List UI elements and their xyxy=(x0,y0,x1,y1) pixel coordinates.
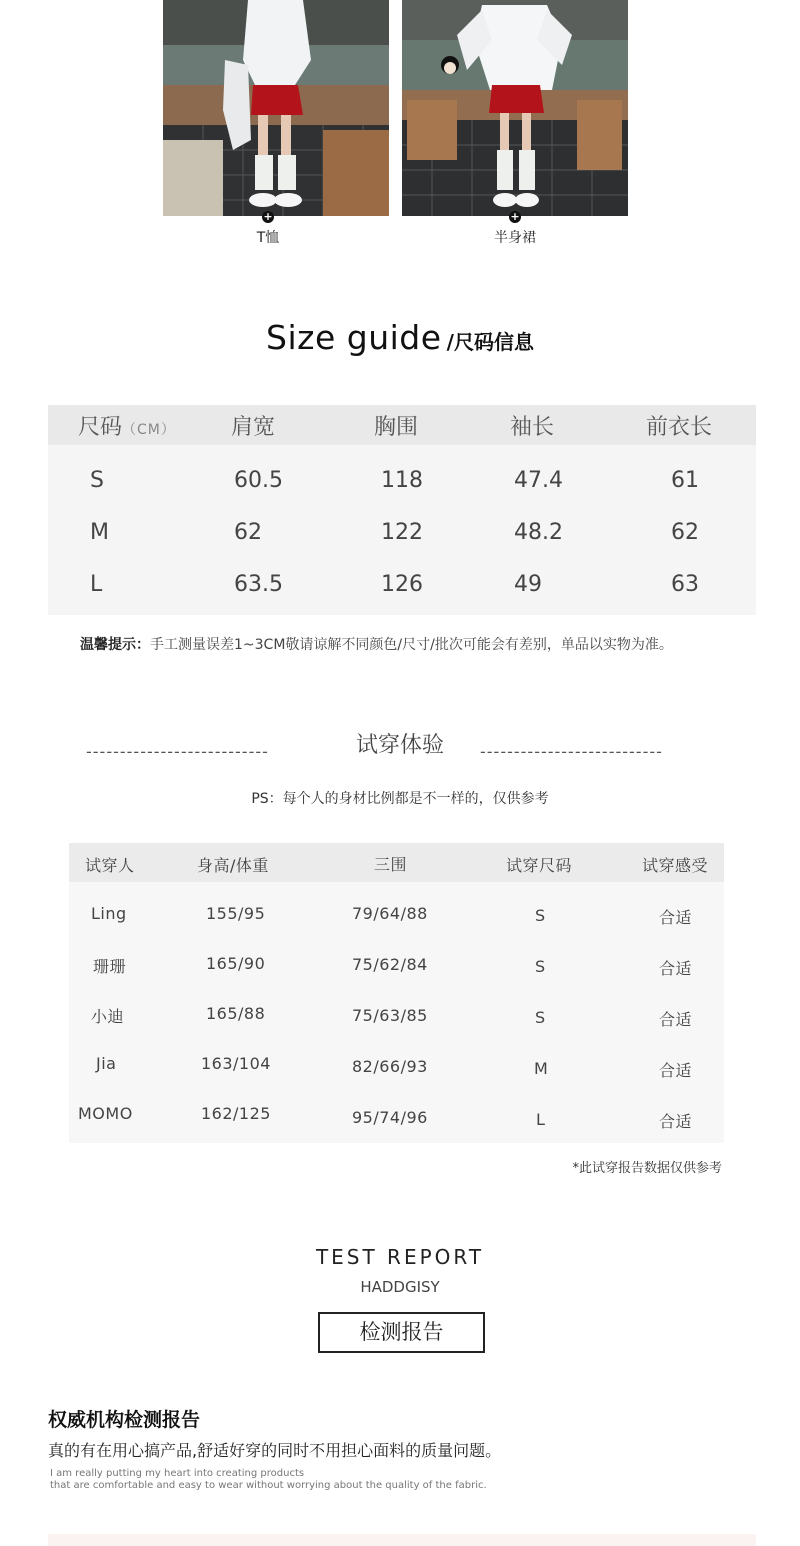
divider-dashes-right: --------------------------- xyxy=(480,742,663,761)
try-header-size: 试穿尺码 xyxy=(506,856,573,875)
try-row-hw: 162/125 xyxy=(201,1104,271,1123)
size-row-shoulder: 60.5 xyxy=(234,468,283,493)
plus-icon: + xyxy=(263,210,273,223)
divider-dashes-left: --------------------------- xyxy=(86,742,269,761)
size-header-length: 前衣长 xyxy=(646,415,713,440)
try-row-size: S xyxy=(535,957,546,976)
photo-caption-tshirt: T恤 xyxy=(256,230,280,246)
try-row-size: M xyxy=(534,1059,549,1078)
test-report-title: TEST REPORT xyxy=(315,1245,485,1269)
size-tip xyxy=(80,634,673,654)
size-row-chest: 118 xyxy=(381,468,423,493)
try-row-feel: 合适 xyxy=(659,959,693,978)
test-report-button[interactable]: 检测报告 xyxy=(318,1312,485,1353)
try-row-measure: 79/64/88 xyxy=(352,904,428,923)
try-on-title: 试穿体验 xyxy=(355,733,444,758)
try-on-ps: PS：每个人的身材比例都是不一样的，仅供参考 xyxy=(251,791,549,807)
size-row-sleeve: 48.2 xyxy=(514,520,563,545)
size-row-shoulder: 63.5 xyxy=(234,572,283,597)
size-header-size-label: 尺码 xyxy=(78,415,123,440)
size-row-size: L xyxy=(90,572,103,597)
try-row-measure: 75/62/84 xyxy=(352,955,428,974)
try-row-size: L xyxy=(536,1110,546,1129)
brand-name: HADDGISY xyxy=(360,1278,440,1296)
try-header-measure: 三围 xyxy=(374,855,408,874)
size-row-size: M xyxy=(90,520,109,545)
size-guide-title-cn: /尺码信息 xyxy=(446,330,534,354)
try-row-size: S xyxy=(535,906,546,925)
size-row-sleeve: 47.4 xyxy=(514,468,563,493)
try-row-hw: 165/90 xyxy=(206,954,266,973)
try-row-measure: 95/74/96 xyxy=(352,1108,428,1127)
try-row-size: S xyxy=(535,1008,546,1027)
photo-caption-skirt: 半身裙 xyxy=(494,230,536,246)
try-row-measure: 82/66/93 xyxy=(352,1057,428,1076)
size-header-chest: 胸围 xyxy=(374,415,419,440)
size-row-chest: 126 xyxy=(381,572,423,597)
size-header-size xyxy=(78,410,176,441)
try-header-person: 试穿人 xyxy=(85,856,135,875)
size-row-length: 61 xyxy=(671,468,699,493)
try-row-measure: 75/63/85 xyxy=(352,1006,428,1025)
authority-title: 权威机构检测报告 xyxy=(48,1409,201,1431)
size-table xyxy=(48,405,756,615)
try-on-table xyxy=(69,843,724,1143)
size-header-sleeve: 袖长 xyxy=(510,415,555,440)
size-row-sleeve: 49 xyxy=(514,572,542,597)
try-row-person: 小迪 xyxy=(91,1007,125,1026)
size-row-shoulder: 62 xyxy=(234,520,262,545)
size-guide-title-en: Size guide xyxy=(266,318,442,357)
product-photo-skirt xyxy=(402,0,628,216)
size-header-unit: （CM） xyxy=(122,422,176,438)
try-row-feel: 合适 xyxy=(659,908,693,927)
try-row-feel: 合适 xyxy=(659,1112,693,1131)
try-row-feel: 合适 xyxy=(659,1061,693,1080)
try-on-note: *此试穿报告数据仅供参考 xyxy=(572,1161,722,1176)
try-header-hw: 身高/体重 xyxy=(197,856,269,875)
try-row-feel: 合适 xyxy=(659,1010,693,1029)
report-image-top-edge xyxy=(48,1534,756,1546)
try-row-person: MOMO xyxy=(78,1104,133,1123)
size-guide-title xyxy=(0,318,800,357)
try-row-person: Jia xyxy=(96,1054,117,1073)
try-header-feel: 试穿感受 xyxy=(642,856,709,875)
size-header-shoulder: 肩宽 xyxy=(231,415,276,440)
try-row-hw: 165/88 xyxy=(206,1004,266,1023)
size-tip-text: 手工测量误差1~3CM敬请谅解不同颜色/尺寸/批次可能会有差别，单品以实物为准。 xyxy=(150,637,673,653)
try-row-hw: 163/104 xyxy=(201,1054,271,1073)
authority-text-cn: 真的有在用心搞产品,舒适好穿的同时不用担心面料的质量问题。 xyxy=(48,1441,502,1460)
try-row-person: Ling xyxy=(91,904,127,923)
authority-text-en-2: that are comfortable and easy to wear without worrying about the quality of the fabric. xyxy=(50,1480,487,1491)
product-photo-tshirt xyxy=(163,0,389,216)
size-row-length: 62 xyxy=(671,520,699,545)
plus-icon: + xyxy=(510,210,520,223)
size-row-length: 63 xyxy=(671,572,699,597)
try-row-person: 珊珊 xyxy=(93,957,127,976)
authority-text-en-1: I am really putting my heart into creating products xyxy=(50,1468,305,1479)
size-row-chest: 122 xyxy=(381,520,423,545)
size-row-size: S xyxy=(90,468,104,493)
size-tip-label: 温馨提示： xyxy=(80,637,150,653)
try-row-hw: 155/95 xyxy=(206,904,266,923)
